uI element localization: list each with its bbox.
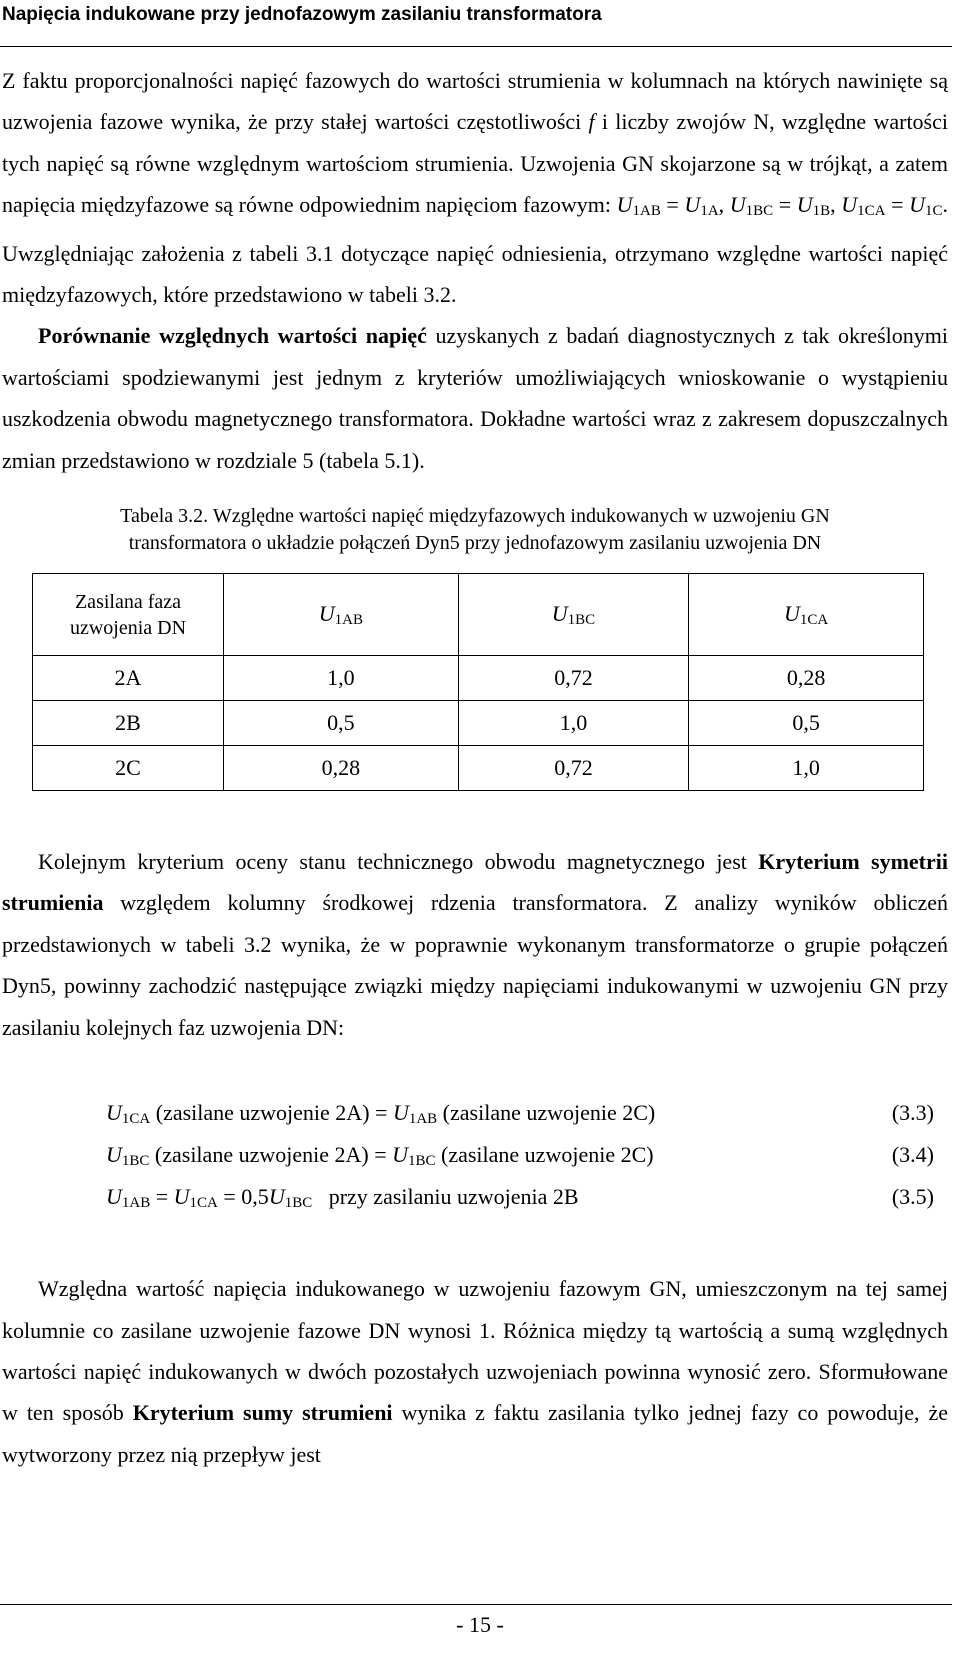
- table-cell: 1,0: [458, 701, 688, 746]
- table-cell: 0,5: [224, 701, 459, 746]
- table-cell: 0,5: [689, 701, 924, 746]
- equation-number: (3.3): [891, 1100, 934, 1126]
- equation-3-5: [106, 1176, 956, 1218]
- table-cell: 0,72: [458, 746, 688, 791]
- table-row: [33, 656, 924, 701]
- table-cell: 1,0: [224, 656, 459, 701]
- table-cell: 0,28: [689, 656, 924, 701]
- table-caption: Tabela 3.2. Względne wartości napięć międzyfazowych indukowanych w uzwojeniu GN transformatora o układzie połączeń Dyn5 przy jednofazowym zasilaniu uzwojenia DN: [120, 505, 830, 555]
- running-header: [0, 0, 960, 26]
- paragraph-flux-symmetry: Kolejnym kryterium oceny stanu technicznego obwodu magnetycznego jest Kryterium symetrii strumienia względem kolumny środkowej rdzenia transformatora. Z analizy wyników obliczeń przedstawionych w tabeli 3.2 wynika, że w poprawnie wykonanym transformatorze o grupie połączeń Dyn5, powinny zachodzić następujące związki między napięciami indukowanymi w uzwojeniu GN przy zasilaniu kolejnych faz uzwojenia DN:: [2, 849, 948, 1040]
- header-divider: [0, 46, 952, 47]
- table-header-u1ca: $U_{1CA}$: [689, 574, 924, 656]
- equation-body: $U_{1AB} = U_{1CA} = 0,5U_{1BC}$ przy zasilaniu uzwojenia 2B: [106, 1184, 579, 1212]
- equations-block: [0, 1092, 956, 1218]
- paragraph-proportionality: Z faktu proporcjonalności napięć fazowych do wartości strumienia w kolumnach na których nawinięte są uzwojenia fazowe wynika, że przy stałej wartości częstotliwości f i liczby zwojów N, względne wartości tych napięć są równe względnym wartościom strumienia. Uzwojenia GN skojarzone są w trójkąt, a zatem napięcia międzyfazowe są równe odpowiednim napięciom fazowym: $U_{1AB} = U_{1A}$, $U_{1BC} = U_{1B}$, $U_{1CA} = U_{1C}$. Uwzględniając założenia z tabeli 3.1 dotyczące napięć odniesienia, otrzymano względne wartości napięć międzyfazowych, które przedstawiono w tabeli 3.2.: [2, 68, 948, 308]
- equation-body: $U_{1CA}$ (zasilane uzwojenie $2A) = U_{1AB}$ (zasilane uzwojenie 2C): [106, 1100, 656, 1128]
- relative-voltages-table: [32, 573, 924, 791]
- table-cell: 2B: [33, 701, 224, 746]
- equation-body: $U_{1BC}$ (zasilane uzwojenie $2A) = U_{1BC}$ (zasilane uzwojenie 2C): [106, 1142, 654, 1170]
- equation-3-4: [106, 1134, 956, 1176]
- table-cell: 1,0: [689, 746, 924, 791]
- running-header-title: Napięcia indukowane przy jednofazowym zasilaniu transformatora: [2, 4, 602, 25]
- page-content: [0, 60, 960, 1475]
- table-cell: 0,28: [224, 746, 459, 791]
- footer-divider: [0, 1604, 952, 1605]
- equation-number: (3.5): [891, 1184, 934, 1210]
- table-cell: 2C: [33, 746, 224, 791]
- table-row: [33, 701, 924, 746]
- table-row: [33, 746, 924, 791]
- equation-number: (3.4): [891, 1142, 934, 1168]
- table-header-row: [33, 574, 924, 656]
- table-cell: 0,72: [458, 656, 688, 701]
- table-header-u1bc: $U_{1BC}$: [458, 574, 688, 656]
- table-cell: 2A: [33, 656, 224, 701]
- page-number: - 15 -: [456, 1612, 504, 1637]
- paragraph-flux-sum: Względna wartość napięcia indukowanego w uzwojeniu fazowym GN, umieszczonym na tej samej kolumnie co zasilane uzwojenie fazowe DN wynosi 1. Różnica między tą wartością a sumą względnych wartości napięć indukowanych w dwóch pozostałych uzwojeniach powinna wynosić zero. Sformułowane w ten sposób Kryterium sumy strumieni wynika z faktu zasilania tylko jednej fazy co powoduje, że wytworzony przez nią przepływ jest: [2, 1276, 948, 1467]
- table-header-supplied-phase: Zasilana faza uzwojenia DN: [33, 574, 224, 656]
- table-header-u1ab: $U_{1AB}$: [224, 574, 459, 656]
- equation-3-3: [106, 1092, 956, 1134]
- paragraph-comparison: Porównanie względnych wartości napięć uzyskanych z badań diagnostycznych z tak określonymi wartościami spodziewanymi jest jednym z kryteriów umożliwiających wnioskowanie o wystąpieniu uszkodzenia obwodu magnetycznego transformatora. Dokładne wartości wraz z zakresem dopuszczalnych zmian przedstawiono w rozdziale 5 (tabela 5.1).: [2, 323, 948, 473]
